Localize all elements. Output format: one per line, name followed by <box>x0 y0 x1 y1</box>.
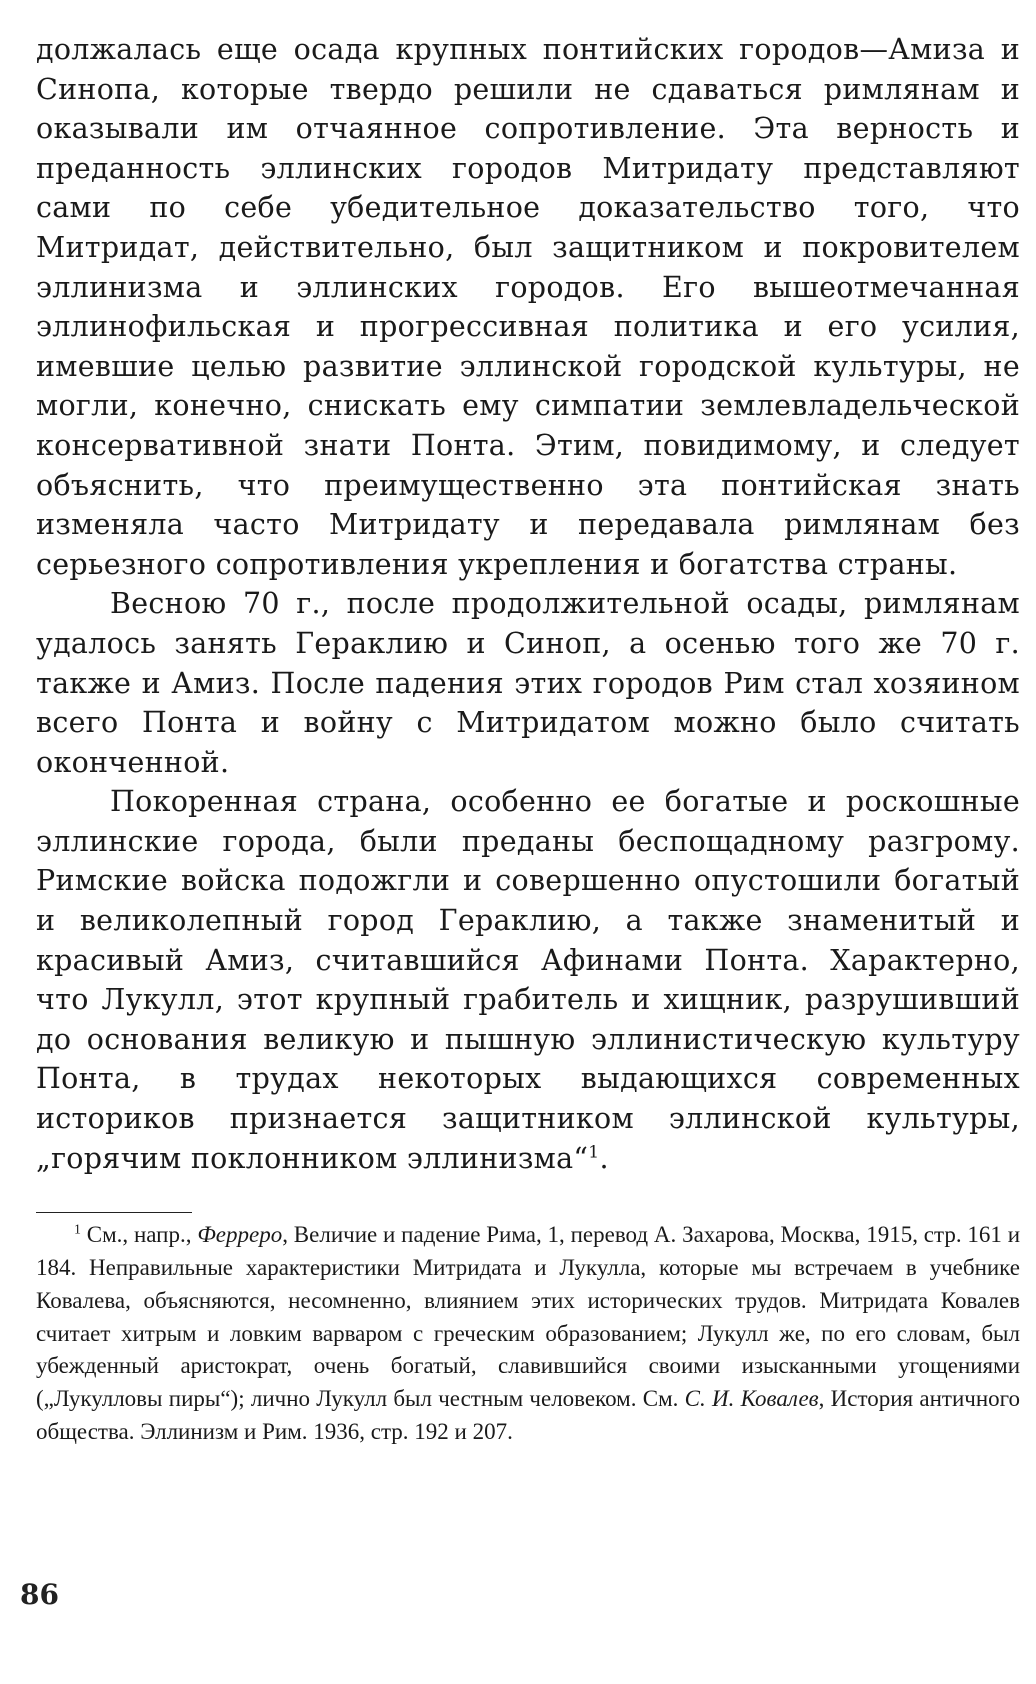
footnote-text-2: , Величие и падение Рима, 1, перевод А. Захарова, Москва, 1915, стр. 161 и 184. Неправильные характеристики Митридата и Лукулла, которые мы встречаем в учебнике Ковалева, объясняются, несомненно, влиянием этих исторических трудов. Митридата Ковалев считает хитрым и ловким варваром с греческим образованием; Лукулл же, по его словам, был убежденный аристократ, очень богатый, славившийся своими изысканными угощениями („Лукулловы пиры“); лично Лукулл был честным человеком. См. <box>36 1222 1021 1412</box>
paragraph-3 <box>36 782 1020 1178</box>
footnote-author-kovalev: С. И. Ковалев <box>684 1386 819 1412</box>
paragraph-2: Весною 70 г., после продолжительной осады, римлянам удалось занять Гераклию и Синоп, а осенью того же 70 г. также и Амиз. После падения этих городов Рим стал хозяином всего Понта и войну с Митридатом можно было считать оконченной. <box>36 587 1020 779</box>
footnote-marker: 1 <box>74 1221 81 1237</box>
paragraph-3-text: Покоренная страна, особенно ее богатые и роскошные эллинские города, были преданы беспощадному разгрому. Римские войска подожгли и совершенно опустошили богатый и великолепный город Гераклию, а также знаменитый и красивый Амиз, считавшийся Афинами Понта. Характерно, что Лукулл, этот крупный грабитель и хищник, разрушивший до основания великую и пышную эллинистическую культуру Понта, в трудах некоторых выдающихся современных историков признается защитником эллинской культуры, „горячим поклонником эллинизма“ <box>36 785 1020 1175</box>
footnote-author-ferrero: Ферреро <box>197 1222 283 1248</box>
footnote-divider <box>36 1212 192 1213</box>
page-content <box>36 30 1020 1449</box>
page-number: 86 <box>20 1578 59 1611</box>
paragraph-3-end: . <box>599 1141 609 1175</box>
footnote-reference[interactable]: 1 <box>588 1142 600 1163</box>
footnote-text-3: , История античного общества. Эллинизм и Рим. 1936, стр. 192 и 207. <box>36 1386 1021 1444</box>
footnote <box>36 1219 1020 1449</box>
paragraph-1: должалась еще осада крупных понтийских городов—Амиза и Синопа, которые твердо решили не сдаваться римлянам и оказывали им отчаянное сопротивление. Эта верность и преданность эллинских городов Митридату представляют сами по себе убедительное доказательство того, что Митридат, действительно, был защитником и покровителем эллинизма и эллинских городов. Его вышеотмечанная эллинофильская и прогрессивная политика и его усилия, имевшие целью развитие эллинской городской культуры, не могли, конечно, снискать ему симпатии землевладельческой консервативной знати Понта. Этим, повидимому, и следует объяснить, что преимущественно эта понтийская знать изменяла часто Митридату и передавала римлянам без серьезного сопротивления укрепления и богатства страны. <box>36 33 1020 581</box>
footnote-text-1: См., напр., <box>86 1222 192 1248</box>
